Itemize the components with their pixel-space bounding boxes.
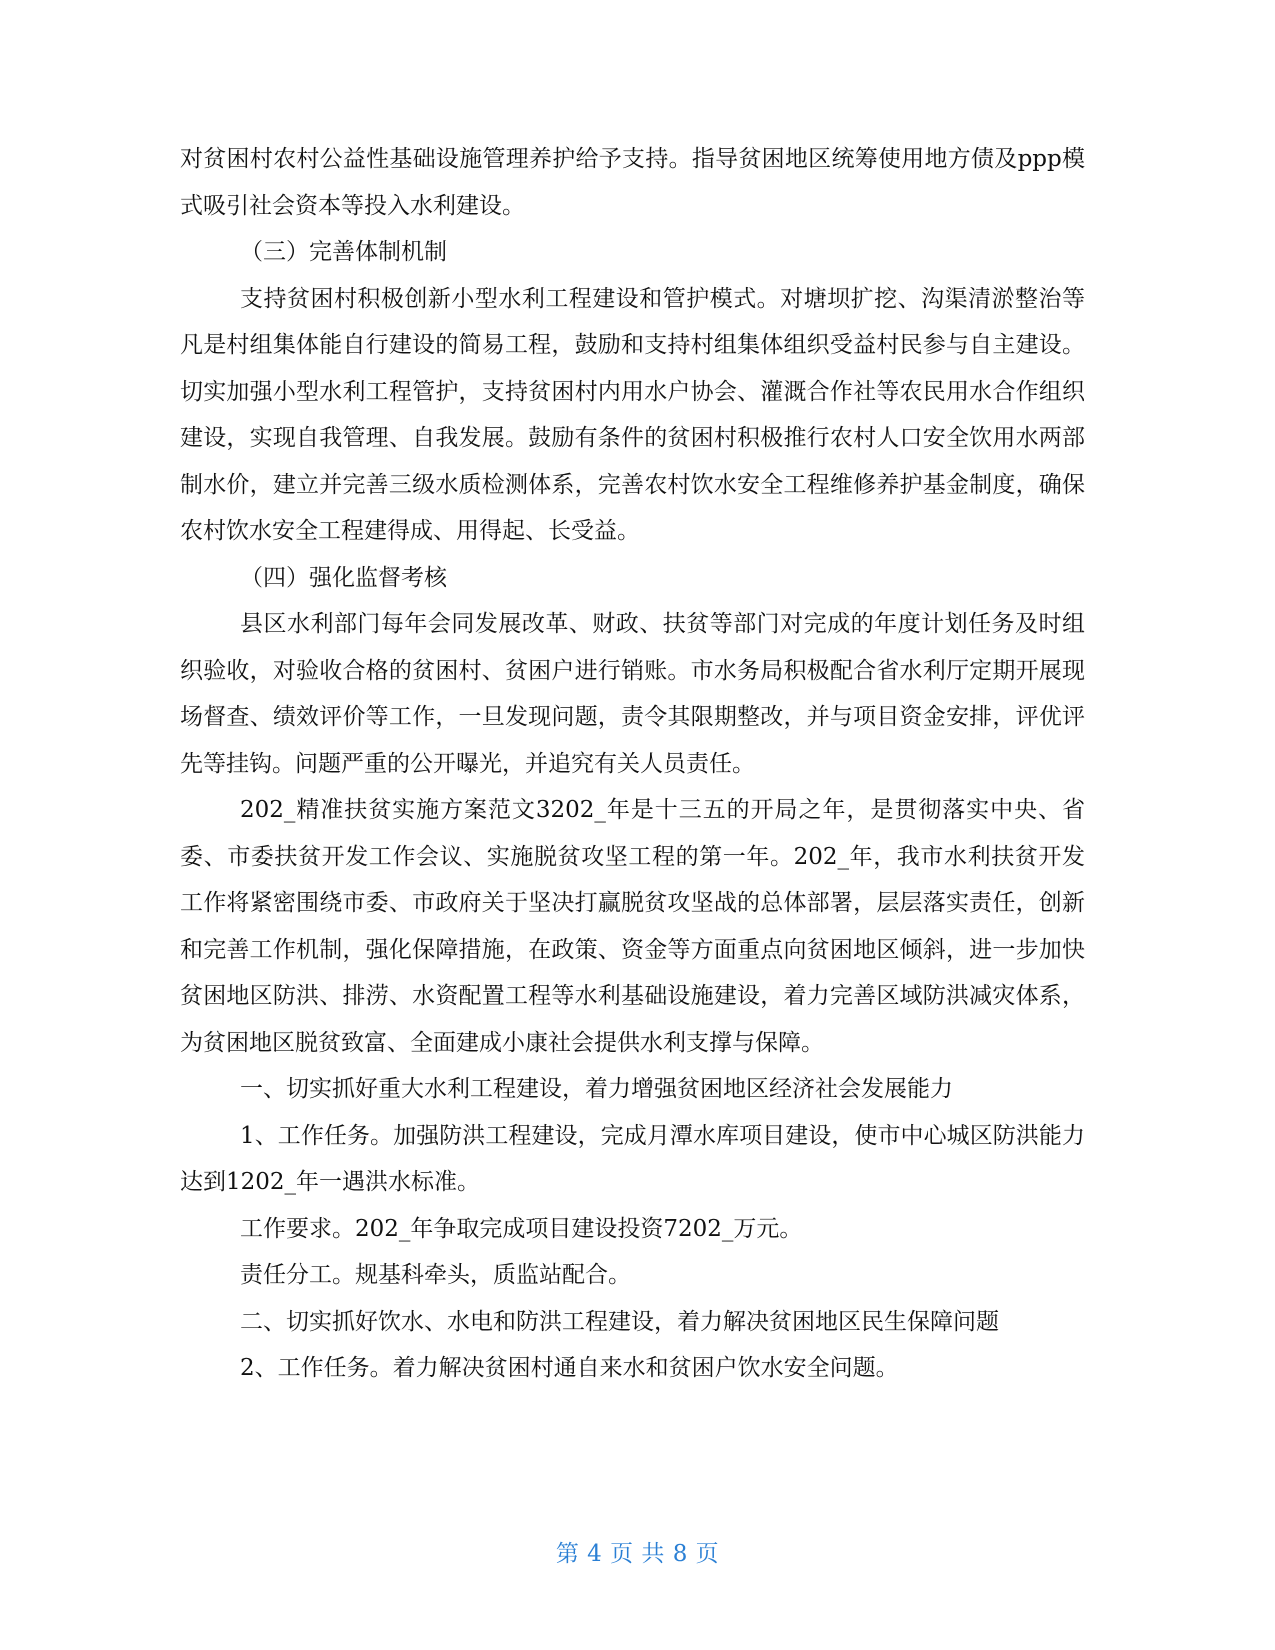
section-heading-4: （四）强化监督考核	[240, 564, 447, 591]
paragraph-task-2: 2、工作任务。着力解决贫困村通自来水和贫困户饮水安全问题。	[240, 1355, 899, 1381]
section-heading-3: （三）完善体制机制	[240, 239, 447, 265]
section-heading-two: 二、切实抓好饮水、水电和防洪工程建设，着力解决贫困地区民生保障问题	[240, 1308, 999, 1335]
page-footer	[0, 1535, 1275, 1568]
paragraph-5: 县区水利部门每年会同发展改革、财政、扶贫等部门对完成的年度计划任务及时组织验收，对验收合格的贫困村、贫困户进行销账。市水务局积极配合省水利厅定期开展现场督查、绩效评价等工作，一旦发现问题，责令其限期整改，并与项目资金安排，评优评先等挂钩。问题严重的公开曝光，并追究有关人员责任。	[180, 611, 1085, 777]
document-body	[180, 136, 1085, 1392]
page-number-label: 第 4 页 共 8 页	[555, 1541, 720, 1567]
section-heading-one: 一、切实抓好重大水利工程建设，着力增强贫困地区经济社会发展能力	[240, 1076, 953, 1102]
paragraph-requirement: 工作要求。202_年争取完成项目建设投资7202_万元。	[240, 1215, 803, 1242]
paragraph-3: 支持贫困村积极创新小型水利工程建设和管护模式。对塘坝扩挖、沟渠清淤整治等凡是村组集体能自行建设的简易工程，鼓励和支持村组集体组织受益村民参与自主建设。切实加强小型水利工程管护，支持贫困村内用水户协会、灌溉合作社等农民用水合作组织建设，实现自我管理、自我发展。鼓励有条件的贫困村积极推行农村人口安全饮用水两部制水价，建立并完善三级水质检测体系，完善农村饮水安全工程维修养护基金制度，确保农村饮水安全工程建得成、用得起、长受益。	[180, 285, 1085, 544]
paragraph-task-1: 1、工作任务。加强防洪工程建设，完成月潭水库项目建设，使市中心城区防洪能力达到1202_年一遇洪水标准。	[180, 1122, 1085, 1195]
paragraph-responsibility: 责任分工。规基科牵头，质监站配合。	[240, 1262, 631, 1288]
paragraph-6: 202_精准扶贫实施方案范文3202_年是十三五的开局之年，是贯彻落实中央、省委、市委扶贫开发工作会议、实施脱贫攻坚工程的第一年。202_年，我市水利扶贫开发工作将紧密围绕市委、市政府关于坚决打赢脱贫攻坚战的总体部署，层层落实责任，创新和完善工作机制，强化保障措施，在政策、资金等方面重点向贫困地区倾斜，进一步加快贫困地区防洪、排涝、水资配置工程等水利基础设施建设，着力完善区域防洪减灾体系，为贫困地区脱贫致富、全面建成小康社会提供水利支撑与保障。	[180, 797, 1085, 1056]
paragraph-1: 对贫困村农村公益性基础设施管理养护给予支持。指导贫困地区统筹使用地方债及ppp模式吸引社会资本等投入水利建设。	[180, 146, 1085, 219]
